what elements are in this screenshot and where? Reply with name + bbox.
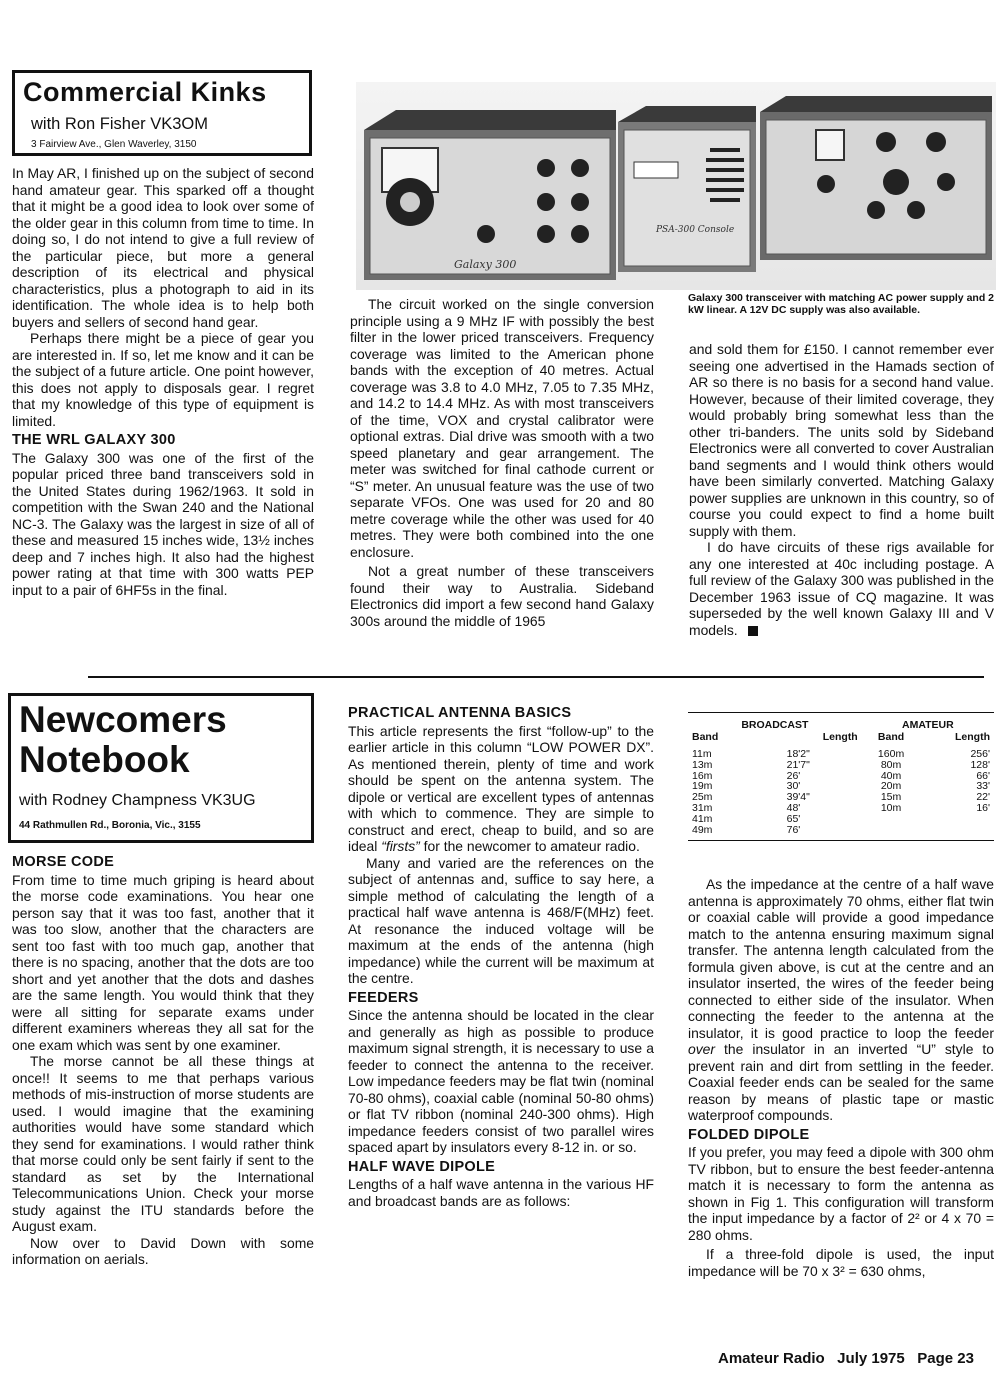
table-cell: 15m: [880, 791, 902, 804]
section-heading: HALF WAVE DIPOLE: [348, 1158, 496, 1175]
paragraph: Lengths of a half wave antenna in the various HF and broadcast bands are as follows:: [348, 1176, 654, 1209]
emphasis: over: [688, 1041, 716, 1057]
paragraph: The Galaxy 300 was one of the first of the popular priced three band transceivers sold in the United States during 1962/1963. It sold in competition with the Swan 240 and the National NC-3. The Galaxy was the largest in size of all of these and measured 15 inches wide, 13½ inches deep and 7 inches high. It also had the highest power rating at that time with 300 watts PEP input to a pair of 6HF5s in the final.: [12, 449, 314, 598]
paragraph: [688, 876, 994, 1124]
table-row: [688, 792, 994, 803]
table-row: [688, 814, 994, 825]
section-heading: FOLDED DIPOLE: [688, 1126, 810, 1143]
paragraph-text: This article represents the first “follow-up” to the earlier article in this column “LOW POWER DX”. As mentioned therein, plenty of time and work should be spent on the antenna system. The dipole or vertical are excellent types of antennas with which to commence. They are simple to construct and erect, cheap to build, and so are ideal: [348, 722, 654, 854]
article2-column2: [348, 705, 654, 1209]
table-header: Band: [877, 731, 905, 743]
paragraph: and sold them for £150. I cannot remember ever seeing one advertised in the Hamads section of AR so there is no basis for a second hand value. However, because of their limited coverage, they would probably bring somewhat less than the other tri-banders. The units sold by Sideband Electronics were all converted to cover Australian band segments and I would think others would have been similarly converted. Matching Galaxy power supplies are unknown in this country, so of course you could expect to find a home built supply with them.: [689, 341, 994, 539]
newcomers-title-line2: Notebook: [19, 739, 190, 780]
table-cell: 65': [786, 812, 801, 825]
paragraph: [348, 723, 654, 855]
paragraph: From time to time much griping is heard about the morse code examinations. You hear one person say that it was too fast, another that it was too slow, another that the characters are sent too fast with too much gap, another that there is no spacing, another that the dots are too short and yet another that the dots and dashes are the same length. You would think that they were all sitting for separate exams under different examiners whereas they all sat for the one exam which was sent by one examiner.: [12, 871, 314, 1053]
table-cell: [920, 814, 994, 825]
table-cell: 49m: [692, 823, 713, 836]
transceiver-unit: [364, 110, 616, 280]
table-row: [688, 781, 994, 792]
table-cell: 160m: [877, 748, 905, 760]
table-group-amateur: AMATEUR: [902, 719, 954, 731]
table-cell: [862, 825, 921, 836]
end-of-article-mark: [748, 626, 758, 636]
table-cell: 76': [786, 823, 801, 836]
table-cell: 48': [786, 801, 801, 814]
table-cell: 18'2": [786, 748, 810, 760]
table-cell: 25m: [692, 791, 713, 804]
commercial-kinks-byline: with Ron Fisher VK3OM: [31, 115, 208, 133]
paragraph: Now over to David Down with some information on aerials.: [12, 1234, 314, 1267]
table-header: Length: [822, 731, 858, 743]
newcomers-title-line1: Newcomers: [19, 699, 227, 740]
newcomers-address: 44 Rathmullen Rd., Boronia, Vic., 3155: [19, 820, 201, 831]
linear-amplifier-unit: [760, 96, 992, 260]
section-divider: [88, 676, 984, 678]
article1-column2: [350, 296, 654, 629]
commercial-kinks-title: Commercial Kinks: [23, 77, 267, 107]
table-cell: 19m: [692, 780, 713, 793]
table-cell: 13m: [692, 758, 713, 771]
unit2-label: PSA-300 Console: [656, 225, 735, 235]
power-supply-unit: [618, 106, 756, 272]
table-cell: 16m: [692, 769, 713, 782]
paragraph-text: As the impedance at the centre of a half wave antenna is approximately 70 ohms, either flat twin or coaxial cable will provide a good impedance match to the antenna ensuring maximum signal transfer. The antenna length calculated from the formula given above, is cut at the centre and an insulator inserted, the wires of the feeder being connected to either side of the insulator. When connecting the feeder to the antenna at the insulator, it is good practice to loop the feeder: [688, 876, 994, 1041]
table-cell: 30': [786, 780, 801, 793]
table-cell: 20m: [880, 780, 902, 793]
paragraph: If you prefer, you may feed a dipole with 300 ohm TV ribbon, but to ensure the best feeder-antenna match it is necessary to form the antenna as shown in Fig 1. This configuration will transform the input impedance by a factor of 2² or 4 x 70 = 280 ohms.: [688, 1144, 994, 1243]
photo-caption: Galaxy 300 transceiver with matching AC power supply and 2 kW linear. A 12V DC supply was also available.: [688, 292, 994, 316]
paragraph: Many and varied are the references on the subject of antennas and, suffice to say here, a simple method of calculating the length of a practical half wave antenna is 468/F(MHz) feet. At resonance the induced voltage will be maximum at the ends of the antenna (high impedance) while the current will be maximum at the centre.: [348, 854, 654, 986]
section-heading: FEEDERS: [348, 989, 419, 1006]
table-cell: 66': [976, 769, 990, 782]
table-cell: 40m: [880, 769, 902, 782]
table-cell: 128': [970, 758, 990, 771]
section-heading: MORSE CODE: [12, 854, 115, 870]
table-cell: [920, 825, 994, 836]
table-cell: 11m: [692, 748, 712, 760]
table-cell: 39'4": [786, 791, 810, 804]
section-heading: THE WRL GALAXY 300: [12, 432, 176, 448]
paragraph-text: the insulator in an inverted “U” style to prevent rain and dirt from settling in the feeder. Coaxial feeder ends can be sealed for the same reason by means of plastic tape or mastic waterproof compounds.: [688, 1041, 995, 1123]
paragraph: Perhaps there might be a piece of gear you are interested in. If so, let me know and it can be the subject of a future article. One point however, this does not apply to disposals gear. I regret that my knowledge of this type of equipment is limited.: [12, 330, 314, 429]
table-cell: 41m: [692, 812, 713, 825]
paragraph: [689, 539, 994, 638]
paragraph: Since the antenna should be located in the clear and generally as high as possible to produce maximum signal strength, it is necessary to use a feeder to connect the antenna to the receiver. Low impedance feeders may be flat twin (nominal 70-80 ohms), coaxial cable (nominal 50-80 ohms) or flat TV ribbon (nominal 240-300 ohms). High impedance feeders consist of two parallel wires spaced apart by insulators every 8-12 in. or so.: [348, 1007, 654, 1155]
paragraph: If a three-fold dipole is used, the input impedance will be 70 x 3² = 630 ohms,: [688, 1246, 994, 1279]
table-cell: 80m: [880, 758, 902, 771]
article2-column3: [688, 876, 994, 1279]
paragraph-text: for the newcomer to amateur radio.: [423, 838, 640, 854]
article2-column1: [12, 854, 314, 1268]
table-cell: 33': [976, 780, 990, 793]
commercial-kinks-header: [12, 70, 312, 156]
page-footer: Amateur Radio July 1975 Page 23: [718, 1350, 974, 1367]
table-row: [688, 771, 994, 782]
table-cell: 256': [970, 748, 990, 760]
table-row: [688, 749, 994, 760]
newcomers-byline: with Rodney Champness VK3UG: [19, 792, 256, 809]
table-row: [688, 825, 994, 836]
table-cell: 21'7": [786, 758, 810, 771]
equipment-photo: [356, 82, 996, 290]
paragraph: The morse cannot be all these things at once!! It seems to me that perhaps various methods of mis-instruction of morse students are used. I would imagine that the examining authorities would have some standard which they send for examinations. I would rather think that morse could only be sent fairly if sent to the standard as set by the International Telecommunications Union. Check your morse study against the ITU standards before the August exam.: [12, 1053, 314, 1234]
band-length-table: [688, 712, 994, 841]
table-cell: 26': [786, 769, 801, 782]
table-cell: 16': [976, 801, 990, 814]
table-cell: 31m: [692, 801, 713, 814]
table-cell: [862, 814, 921, 825]
section-heading: PRACTICAL ANTENNA BASICS: [348, 705, 572, 721]
unit1-label: Galaxy 300: [454, 258, 517, 271]
table-row: [688, 803, 994, 814]
galaxy-300-photo-illustration: [356, 82, 996, 290]
paragraph: Not a great number of these transceivers found their way to Australia. Sideband Electronics did import a few second hand Galaxy 300s around the middle of 1965: [350, 563, 654, 629]
article1-column3: [689, 341, 994, 638]
commercial-kinks-address: 3 Fairview Ave., Glen Waverley, 3150: [31, 139, 197, 150]
table-cell: 10m: [880, 801, 902, 814]
article1-column1: [12, 165, 314, 598]
newcomers-notebook-header: [8, 693, 314, 843]
table-row: [688, 760, 994, 771]
table-group-broadcast: BROADCAST: [741, 719, 809, 731]
paragraph-text: I do have circuits of these rigs available for any one interested at 40c including postage. A full review of the Galaxy 300 was published in the December 1963 issue of CQ magazine. It was superseded by the well known Galaxy III and V models.: [689, 539, 994, 638]
paragraph: In May AR, I finished up on the subject of second hand amateur gear. This sparked off a thought that it might be a good idea to look over some of the older gear in this column from time to time. In doing so, I do not intend to give a full review of the particular piece, but more a general description of its electrical and physical characteristics, plus a photograph to aid in its identification. The whole idea is to help both buyers and sellers of second hand gear.: [12, 165, 314, 330]
table-header: Band: [692, 731, 719, 743]
table-header: Length: [955, 731, 990, 743]
emphasis: “firsts”: [381, 838, 420, 854]
paragraph: The circuit worked on the single conversion principle using a 9 MHz IF with possibly the best filter in the lower priced transceivers. Frequency coverage was limited to the American phone bands with the exception of 40 metres. Actual coverage was 3.8 to 4.0 MHz, 7.05 to 7.35 MHz, and 14.2 to 14.4 MHz. As with most transceivers of the time, VOX and crystal calibrator were optional extras. Dial drive was smooth with a two speed planetary and gear arrangement. The meter was switched for final cathode current or “S” meter. An unusual feature was the use of two separate VFOs. One was used for 20 and 80 metre coverage while the other was used for 40 metres. They were both combined into the one enclosure.: [350, 296, 654, 560]
table-cell: 22': [976, 791, 990, 804]
